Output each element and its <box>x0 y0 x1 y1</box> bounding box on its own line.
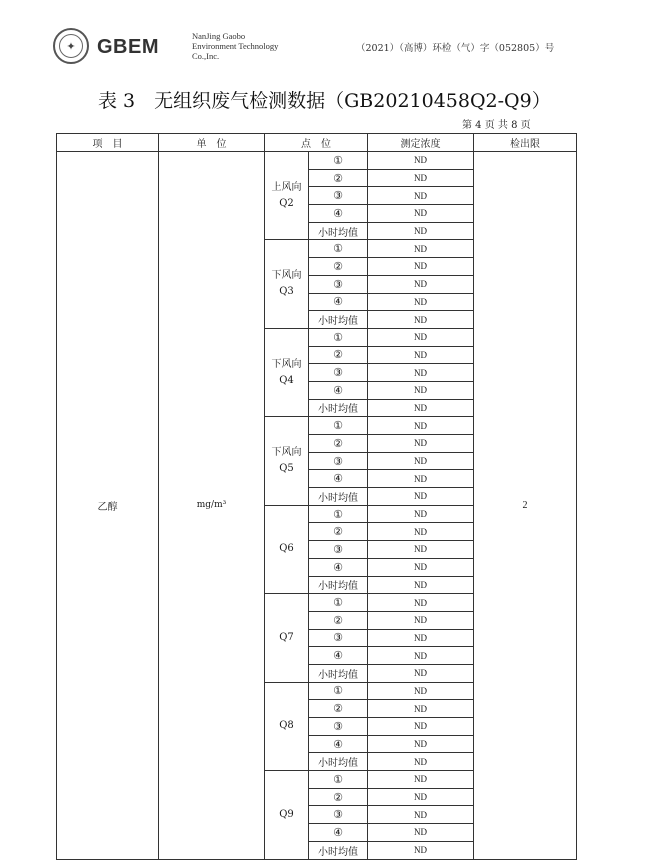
concentration-cell: ND <box>368 824 474 842</box>
concentration-cell: ND <box>368 576 474 594</box>
sample-label-cell: ② <box>309 435 368 453</box>
sample-label-cell: ④ <box>309 735 368 753</box>
concentration-cell: ND <box>368 488 474 506</box>
sample-label-cell: ④ <box>309 470 368 488</box>
sample-label-cell: 小时均值 <box>309 222 368 240</box>
concentration-cell: ND <box>368 381 474 399</box>
sample-label-cell: ② <box>309 169 368 187</box>
concentration-cell: ND <box>368 664 474 682</box>
sample-label-cell: ① <box>309 505 368 523</box>
concentration-cell: ND <box>368 523 474 541</box>
company-seal-logo <box>53 28 89 64</box>
sample-label-cell: 小时均值 <box>309 399 368 417</box>
unit-cell: mg/m³ <box>159 152 265 860</box>
concentration-cell: ND <box>368 753 474 771</box>
point-group-cell: Q7 <box>265 594 309 682</box>
concentration-cell: ND <box>368 399 474 417</box>
emission-data-table <box>56 133 577 860</box>
sample-label-cell: 小时均值 <box>309 753 368 771</box>
header-item: 项 目 <box>57 134 159 152</box>
concentration-cell: ND <box>368 735 474 753</box>
sample-label-cell: ③ <box>309 541 368 559</box>
point-group-cell: 下风向 Q5 <box>265 417 309 505</box>
sample-label-cell: ① <box>309 417 368 435</box>
sample-label-cell: ② <box>309 611 368 629</box>
concentration-cell: ND <box>368 240 474 258</box>
concentration-cell: ND <box>368 841 474 859</box>
report-header <box>0 0 647 80</box>
sample-label-cell: 小时均值 <box>309 664 368 682</box>
concentration-cell: ND <box>368 311 474 329</box>
sample-label-cell: ② <box>309 700 368 718</box>
point-group-cell: 下风向 Q4 <box>265 328 309 416</box>
point-group-cell: Q6 <box>265 505 309 593</box>
concentration-cell: ND <box>368 293 474 311</box>
concentration-cell: ND <box>368 222 474 240</box>
table-body <box>57 152 577 860</box>
table-title: 表 3 无组织废气检测数据（GB20210458Q2-Q9） <box>98 90 551 112</box>
concentration-cell: ND <box>368 682 474 700</box>
sample-label-cell: 小时均值 <box>309 576 368 594</box>
sample-label-cell: ② <box>309 346 368 364</box>
concentration-cell: ND <box>368 647 474 665</box>
concentration-cell: ND <box>368 771 474 789</box>
sample-label-cell: ③ <box>309 275 368 293</box>
concentration-cell: ND <box>368 718 474 736</box>
concentration-cell: ND <box>368 700 474 718</box>
concentration-cell: ND <box>368 435 474 453</box>
sample-label-cell: ① <box>309 771 368 789</box>
point-group-cell: Q8 <box>265 682 309 770</box>
header-concentration: 测定浓度 <box>368 134 474 152</box>
sample-label-cell: ② <box>309 788 368 806</box>
concentration-cell: ND <box>368 187 474 205</box>
concentration-cell: ND <box>368 152 474 170</box>
header-detection-limit: 检出限 <box>474 134 577 152</box>
report-number: （2021）（高博）环检（气）字（052805）号 <box>356 43 555 54</box>
concentration-cell: ND <box>368 417 474 435</box>
concentration-cell: ND <box>368 788 474 806</box>
concentration-cell: ND <box>368 806 474 824</box>
concentration-cell: ND <box>368 558 474 576</box>
concentration-cell: ND <box>368 629 474 647</box>
concentration-cell: ND <box>368 505 474 523</box>
table-row <box>57 152 577 170</box>
header-unit: 单 位 <box>159 134 265 152</box>
sample-label-cell: ② <box>309 258 368 276</box>
sample-label-cell: ③ <box>309 187 368 205</box>
concentration-cell: ND <box>368 169 474 187</box>
point-group-cell: 上风向 Q2 <box>265 152 309 240</box>
sample-label-cell: ② <box>309 523 368 541</box>
seal-emblem-icon: ✦ <box>59 34 83 58</box>
sample-label-cell: ④ <box>309 824 368 842</box>
sample-label-cell: ① <box>309 594 368 612</box>
sample-label-cell: ③ <box>309 452 368 470</box>
sample-label-cell: ④ <box>309 558 368 576</box>
concentration-cell: ND <box>368 258 474 276</box>
detection-limit-cell: 2 <box>474 152 577 860</box>
point-group-cell: Q9 <box>265 771 309 859</box>
sample-label-cell: ① <box>309 682 368 700</box>
concentration-cell: ND <box>368 541 474 559</box>
concentration-cell: ND <box>368 275 474 293</box>
sample-label-cell: ④ <box>309 293 368 311</box>
table-header-row <box>57 134 577 152</box>
sample-label-cell: 小时均值 <box>309 841 368 859</box>
concentration-cell: ND <box>368 346 474 364</box>
point-group-cell: 下风向 Q3 <box>265 240 309 328</box>
company-name-line: Environment Technology <box>192 41 279 51</box>
concentration-cell: ND <box>368 364 474 382</box>
company-name-line: NanJing Gaobo <box>192 31 246 41</box>
sample-label-cell: ③ <box>309 629 368 647</box>
sample-label-cell: ① <box>309 328 368 346</box>
sample-label-cell: 小时均值 <box>309 311 368 329</box>
sample-label-cell: 小时均值 <box>309 488 368 506</box>
sample-label-cell: ③ <box>309 806 368 824</box>
sample-label-cell: ④ <box>309 381 368 399</box>
sample-label-cell: ④ <box>309 205 368 223</box>
concentration-cell: ND <box>368 594 474 612</box>
sample-label-cell: ③ <box>309 364 368 382</box>
concentration-cell: ND <box>368 328 474 346</box>
sample-label-cell: ① <box>309 152 368 170</box>
concentration-cell: ND <box>368 205 474 223</box>
header-point: 点 位 <box>265 134 368 152</box>
company-name <box>192 31 278 61</box>
concentration-cell: ND <box>368 452 474 470</box>
sample-label-cell: ① <box>309 240 368 258</box>
sample-label-cell: ④ <box>309 647 368 665</box>
company-logo-text: GBEM <box>97 36 159 58</box>
company-name-line: Co.,Inc. <box>192 51 220 61</box>
concentration-cell: ND <box>368 470 474 488</box>
sample-label-cell: ③ <box>309 718 368 736</box>
item-cell: 乙醇 <box>57 152 159 860</box>
page-number: 第 4 页 共 8 页 <box>462 120 531 131</box>
concentration-cell: ND <box>368 611 474 629</box>
